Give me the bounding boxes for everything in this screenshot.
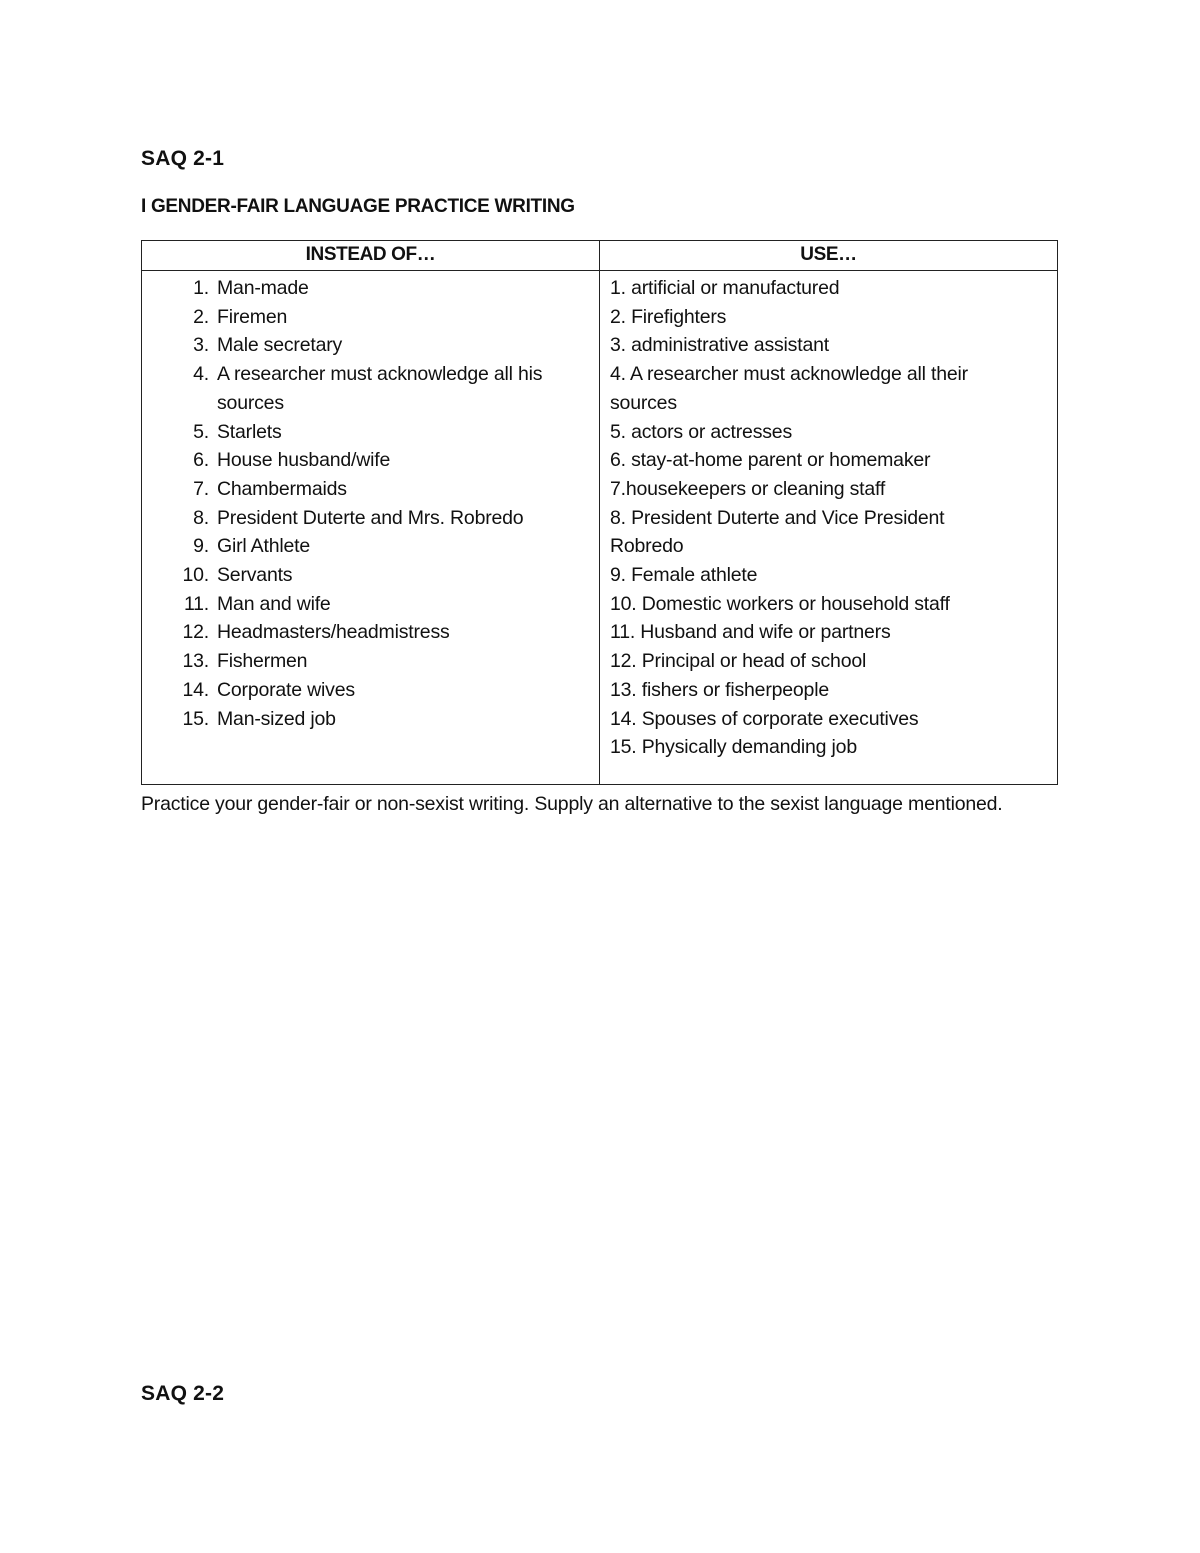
list-item [142,532,597,561]
list-item [142,504,597,533]
alternative-line: 7.housekeepers or cleaning staff [610,477,886,500]
item-number: 13. [182,650,209,673]
alternative-line: 4. A researcher must acknowledge all their [610,363,968,386]
item-text: Man-made [217,277,309,299]
item-text: Servants [217,564,293,587]
list-item [142,676,597,705]
alternative-line: Robredo [610,535,684,558]
alternative-line: 13. fishers or fisherpeople [610,678,829,701]
alternative-line: 6. stay-at-home parent or homemaker [610,449,931,472]
list-item [142,705,597,734]
list-item [142,274,597,303]
list-item [142,475,597,504]
section-heading-saq-2-2: SAQ 2-2 [141,1382,225,1405]
list-item [142,418,597,447]
list-item [142,331,597,360]
alternative-line: 11. Husband and wife or partners [610,621,891,644]
item-number: 3. [193,334,209,357]
item-number: 2. [193,305,209,328]
item-text: Man-sized job [217,707,336,730]
list-item [142,647,597,676]
item-number: 11. [183,592,209,615]
item-text: Girl Athlete [217,535,310,558]
gender-fair-alternatives-list [610,274,1050,762]
alternative-line: sources [610,391,677,414]
header-divider [142,270,1057,271]
column-header-instead-of: INSTEAD OF… [305,244,436,265]
item-text: Chambermaids [217,477,347,500]
instructions-paragraph: Practice your gender-fair or non-sexist writing. Supply an alternative to the sexist language mentioned. [141,793,1003,815]
alternative-line: 12. Principal or head of school [610,650,867,673]
item-number: 1. [193,277,209,299]
list-item [142,618,597,647]
item-number: 15. [182,707,209,730]
item-number: 4. [193,363,209,386]
item-number: 8. [193,506,209,529]
list-item [142,561,597,590]
alternative-line: 10. Domestic workers or household staff [610,592,950,615]
item-text: Headmasters/headmistress [217,621,450,644]
item-text: Firemen [217,305,288,328]
alternative-line: 2. Firefighters [610,305,727,328]
sexist-terms-list [142,274,597,733]
column-header-use: USE… [800,244,857,265]
alternative-line: 8. President Duterte and Vice President [610,506,945,529]
item-text: President Duterte and Mrs. Robredo [217,506,524,529]
item-number: 5. [193,420,209,443]
item-number: 12. [182,621,209,644]
item-text: Corporate wives [217,678,355,701]
item-number: 14. [182,678,209,701]
item-number: 6. [193,449,209,472]
item-text: Starlets [217,420,282,443]
list-item [142,360,597,417]
item-number: 9. [193,535,209,558]
item-number: 10. [182,564,209,587]
item-text: Male secretary [217,334,343,357]
item-text: Fishermen [217,650,308,673]
column-divider [599,241,600,784]
alternative-line: 1. artificial or manufactured [610,277,840,299]
alternative-line: 14. Spouses of corporate executives [610,707,919,730]
exercise-title: I GENDER-FAIR LANGUAGE PRACTICE WRITING [141,196,575,217]
list-item [142,446,597,475]
item-number: 7. [193,477,209,500]
section-heading-saq-2-1: SAQ 2-1 [141,147,225,170]
item-text: Man and wife [217,592,331,615]
alternative-line: 5. actors or actresses [610,420,793,443]
alternative-line: 15. Physically demanding job [610,736,857,759]
list-item [142,590,597,619]
practice-table [141,240,1058,785]
alternative-line: 9. Female athlete [610,564,758,587]
item-text: A researcher must acknowledge all his sources [217,363,543,414]
list-item [142,303,597,332]
alternative-line: 3. administrative assistant [610,334,829,357]
item-text: House husband/wife [217,449,391,472]
